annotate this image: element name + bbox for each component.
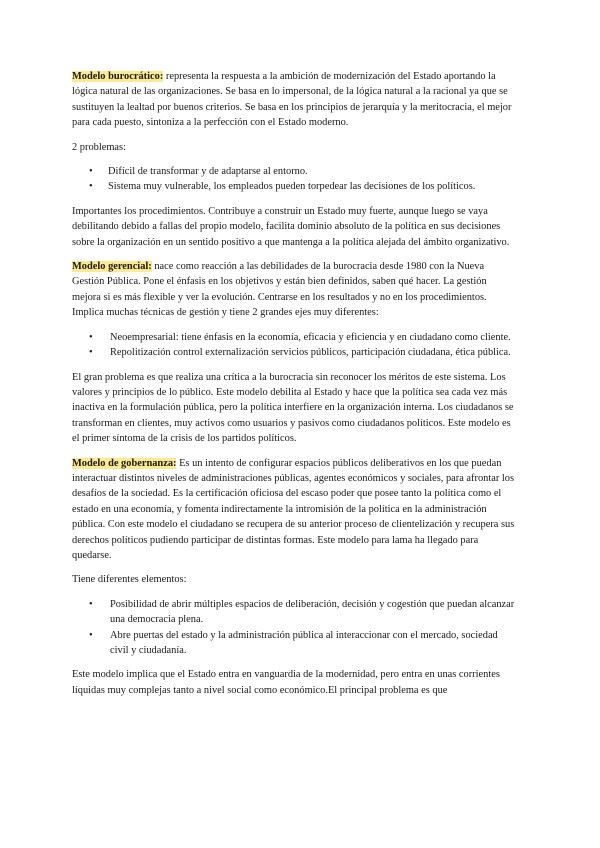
paragraph-modelo-gerencial — [72, 259, 518, 321]
gobernanza-text: Es un intento de configurar espacios públicos deliberativos en los que puedan interactuar distintos niveles de administraciones públicas, agentes económicos y sociales, para afrontar los desafíos de la sociedad. Es la certificación oficiosa del escaso poder que posee tanto la política como el estado en una economía, y fomenta indirectamente la intromisión de la política en la administración pública. Con este modelo el ciudadano se recupera de su anterior proceso de clientelización y recupera sus derechos políticos pudiendo participar de distintas formas. Este modelo para lama ha llegado para quedarse. — [72, 457, 515, 561]
list-item: • Difícil de transformar y de adaptarse al entorno. — [72, 164, 518, 179]
list-item: • Neoempresarial: tiene énfasis en la economía, eficacia y eficiencia y en ciudadano como cliente. — [72, 330, 518, 345]
problemas-list — [72, 164, 518, 195]
elementos-heading: Tiene diferentes elementos: — [72, 574, 187, 586]
list-item: • Abre puertas del estado y la administración pública al interaccionar con el mercado, sociedad civil y ciudadanía. — [72, 628, 518, 659]
ejes-list — [72, 330, 518, 361]
paragraph-modelo-burocratico — [72, 69, 518, 131]
paragraph-modelo-gobernanza — [72, 456, 518, 564]
list-item: • Sistema muy vulnerable, los empleados pueden torpedear las decisiones de los políticos. — [72, 179, 518, 194]
paragraph-gran-problema: El gran problema es que realiza una crítica a la burocracia sin reconocer los méritos de este sistema. Los valores y principios de lo público. Este modelo debilita al Estado y hace que la política sea cada vez más inactiva en la formulación pública, pero la política interfiere en la organización interna. Los ciudadanos se transforman en clientes, muy activos como usuarios y pasivos como ciudadanos políticos. Este modelo es el primer síntoma de la crisis de los partidos políticos. — [72, 371, 514, 445]
elementos-list — [72, 597, 518, 659]
problemas-heading: 2 problemas: — [72, 141, 126, 153]
list-item: • Repolitización control externalización servicios públicos, participación ciudadana, ética pública. — [72, 345, 518, 360]
highlighted-term-gerencial: Modelo gerencial: — [72, 261, 152, 273]
gerencial-text: nace como reacción a las debilidades de la burocracia desde 1980 con la Nueva Gestión Pública. Pone el énfasis en los objetivos y están bien definidos, saben qué hacer. La gestión mejora si es más flexible y ver la evolución. Centrarse en los resultados y no en los procedimientos. Implica muchas técnicas de gestión y tiene 2 grandes ejes muy diferentes: — [72, 261, 487, 319]
highlighted-term-burocratico: Modelo burocrático: — [72, 71, 164, 82]
list-item: • Posibilidad de abrir múltiples espacios de deliberación, decisión y cogestión que puedan alcanzar una democracia plena. — [72, 597, 518, 628]
highlighted-term-gobernanza: Modelo de gobernanza: — [72, 457, 177, 469]
paragraph-vanguardia: Este modelo implica que el Estado entra en vanguardia de la modernidad, pero entra en unas corrientes líquidas muy complejas tanto a nivel social como económico.El principal problema es que — [72, 669, 500, 696]
burocratico-text: representa la respuesta a la ambición de modernización del Estado aportando la lógica natural de las organizaciones. Se basa en lo impersonal, de la lógica natural a la racional ya que se sustituyen la lealtad por buenos criterios. Se basa en los principios de jerarquía y la meritocracia, el mejor para cada puesto, sintoniza a la perfección con el Estado moderno. — [72, 71, 512, 129]
paragraph-procedimientos: Importantes los procedimientos. Contribuye a construir un Estado muy fuerte, aunque luego se vaya debilitando debido a fallas del propio modelo, facilita dominio absoluto de la política en sus decisiones sobre la organización en un sentido positivo a que mantenga a la política alejada del ámbito organizativo. — [72, 205, 510, 248]
